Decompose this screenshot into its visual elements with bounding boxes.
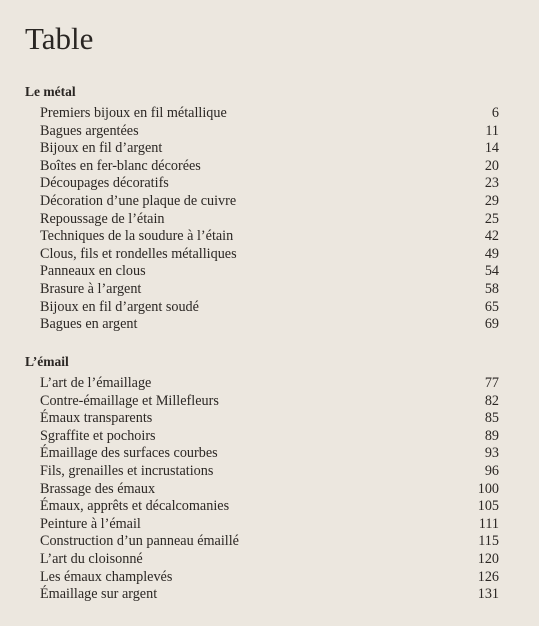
entry-title: Techniques de la soudure à l’étain bbox=[40, 228, 234, 245]
toc-entry[interactable] bbox=[0, 211, 539, 229]
entry-page-number: 11 bbox=[485, 122, 499, 139]
entry-list bbox=[0, 375, 539, 604]
entry-title: Décoration d’une plaque de cuivre bbox=[40, 192, 237, 209]
entry-page-number: 111 bbox=[478, 515, 499, 532]
entry-title: Repoussage de l’étain bbox=[40, 210, 165, 227]
entry-title: Contre-émaillage et Millefleurs bbox=[40, 392, 219, 409]
toc-entry[interactable] bbox=[0, 299, 539, 317]
toc-entry[interactable] bbox=[0, 105, 539, 123]
entry-page-number: 89 bbox=[484, 427, 499, 444]
toc-entry[interactable] bbox=[0, 481, 539, 499]
entry-page-number: 25 bbox=[484, 210, 499, 227]
entry-page-number: 105 bbox=[477, 498, 499, 515]
entry-page-number: 100 bbox=[477, 480, 499, 497]
toc-entry[interactable] bbox=[0, 158, 539, 176]
entry-title: L’art de l’émaillage bbox=[40, 375, 152, 391]
entry-title: Émaux, apprêts et décalcomanies bbox=[40, 498, 230, 515]
toc-entry[interactable] bbox=[0, 263, 539, 281]
toc-entry[interactable] bbox=[0, 175, 539, 193]
entry-page-number: 96 bbox=[484, 462, 499, 479]
entry-page-number: 23 bbox=[484, 175, 499, 192]
toc-entry[interactable] bbox=[0, 228, 539, 246]
entry-page-number: 115 bbox=[478, 533, 499, 550]
toc-entry[interactable] bbox=[0, 428, 539, 446]
entry-title: L’art du cloisonné bbox=[40, 550, 143, 567]
toc-entry[interactable] bbox=[0, 569, 539, 587]
toc-entry[interactable] bbox=[0, 498, 539, 516]
entry-page-number: 126 bbox=[477, 568, 499, 585]
entry-title: Brasure à l’argent bbox=[40, 280, 142, 297]
entry-title: Panneaux en clous bbox=[40, 263, 146, 280]
entry-page-number: 65 bbox=[484, 298, 499, 315]
entry-page-number: 58 bbox=[484, 280, 499, 297]
entry-title: Sgraffite et pochoirs bbox=[40, 427, 156, 444]
entry-page-number: 85 bbox=[484, 410, 499, 427]
entry-title: Premiers bijoux en fil métallique bbox=[40, 105, 227, 121]
toc-entry[interactable] bbox=[0, 533, 539, 551]
entry-page-number: 93 bbox=[484, 445, 499, 462]
entry-title: Émaillage sur argent bbox=[40, 586, 158, 603]
entry-page-number: 82 bbox=[484, 392, 499, 409]
entry-page-number: 14 bbox=[484, 140, 499, 157]
toc-entry[interactable] bbox=[0, 393, 539, 411]
toc-entry[interactable] bbox=[0, 140, 539, 158]
toc-entry[interactable] bbox=[0, 281, 539, 299]
toc-entry[interactable] bbox=[0, 193, 539, 211]
entry-page-number: 20 bbox=[484, 157, 499, 174]
toc-entry[interactable] bbox=[0, 123, 539, 141]
entry-list bbox=[0, 105, 539, 334]
entry-title: Les émaux champlevés bbox=[40, 568, 173, 585]
entry-title: Bijoux en fil d’argent soudé bbox=[40, 298, 199, 315]
entry-title: Fils, grenailles et incrustations bbox=[40, 462, 214, 479]
entry-page-number: 42 bbox=[484, 228, 499, 245]
toc-entry[interactable] bbox=[0, 375, 539, 393]
toc-entry[interactable] bbox=[0, 586, 539, 604]
toc-entry[interactable] bbox=[0, 445, 539, 463]
section-heading: L’émail bbox=[25, 354, 69, 369]
entry-title: Clous, fils et rondelles métalliques bbox=[40, 245, 237, 262]
toc-entry[interactable] bbox=[0, 551, 539, 569]
entry-title: Peinture à l’émail bbox=[40, 515, 141, 532]
toc-entry[interactable] bbox=[0, 316, 539, 334]
entry-title: Bagues argentées bbox=[40, 122, 139, 139]
entry-page-number: 6 bbox=[491, 105, 499, 121]
entry-page-number: 120 bbox=[477, 550, 499, 567]
page-title: Table bbox=[25, 21, 94, 56]
entry-title: Bijoux en fil d’argent bbox=[40, 140, 163, 157]
entry-page-number: 49 bbox=[484, 245, 499, 262]
toc-entry[interactable] bbox=[0, 516, 539, 534]
entry-page-number: 131 bbox=[477, 586, 499, 603]
entry-title: Émaillage des surfaces courbes bbox=[40, 445, 218, 462]
entry-page-number: 69 bbox=[484, 316, 499, 333]
entry-title: Boîtes en fer-blanc décorées bbox=[40, 157, 201, 174]
toc-entry[interactable] bbox=[0, 246, 539, 264]
entry-title: Émaux transparents bbox=[40, 410, 153, 427]
entry-title: Construction d’un panneau émaillé bbox=[40, 533, 239, 550]
entry-page-number: 77 bbox=[484, 375, 499, 391]
entry-page-number: 54 bbox=[484, 263, 499, 280]
entry-title: Découpages décoratifs bbox=[40, 175, 169, 192]
section-heading: Le métal bbox=[25, 84, 76, 99]
toc-entry[interactable] bbox=[0, 410, 539, 428]
entry-title: Brassage des émaux bbox=[40, 480, 156, 497]
entry-page-number: 29 bbox=[484, 192, 499, 209]
toc-entry[interactable] bbox=[0, 463, 539, 481]
entry-title: Bagues en argent bbox=[40, 316, 138, 333]
